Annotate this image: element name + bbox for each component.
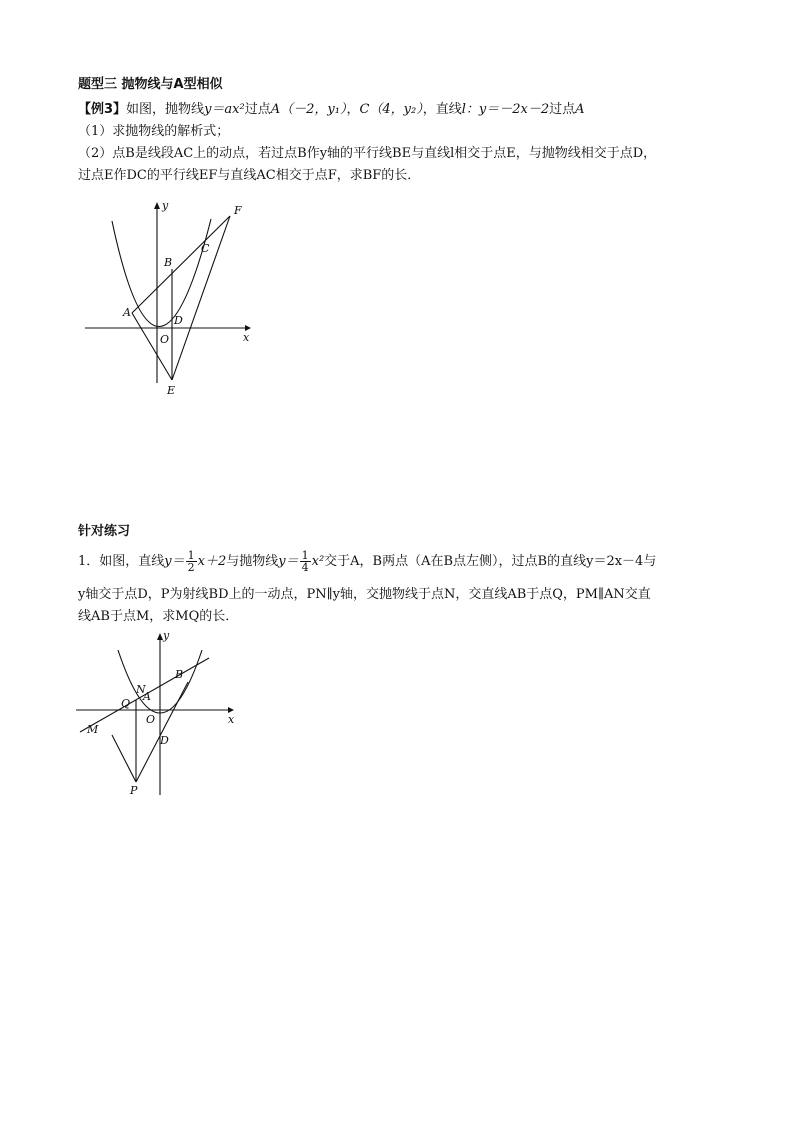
fig2-label-b: B bbox=[175, 668, 184, 681]
practice-q1-mid1: 与抛物线 bbox=[226, 554, 279, 569]
section-title bbox=[78, 76, 223, 94]
section-title-text: 题型三 抛物线与A型相似 bbox=[78, 77, 223, 92]
parabola-rhs: x² bbox=[311, 554, 325, 569]
practice-title bbox=[78, 523, 130, 541]
fig1-label-x: x bbox=[243, 331, 250, 344]
example-point-a: A bbox=[575, 102, 585, 117]
parabola-expression: y＝ax² bbox=[204, 102, 245, 117]
fig1-label-o: O bbox=[160, 333, 170, 346]
practice-q1-prefix: 1．如图，直线 bbox=[78, 554, 165, 569]
example-sep: ， bbox=[346, 102, 360, 117]
practice-q1-mid2: 交于A，B两点（A在B点左侧），过点B的直线y＝2x－4与 bbox=[324, 554, 657, 569]
example-figure bbox=[80, 195, 260, 405]
fig2-label-y: y bbox=[163, 629, 170, 642]
fig2-label-d: D bbox=[160, 734, 169, 747]
example-tag: 【例3】 bbox=[78, 102, 127, 117]
practice-q1-line2-text: y轴交于点D，P为射线BD上的一动点，PN∥y轴，交抛物线于点N，交直线AB于点Q，PM∥AN交直 bbox=[78, 587, 651, 602]
fig2-label-m: M bbox=[87, 723, 99, 736]
fraction-one-half-numerator: 1 bbox=[187, 549, 195, 562]
fraction-one-quarter-numerator: 1 bbox=[301, 549, 309, 562]
fig2-label-a: A bbox=[143, 690, 151, 703]
line-rhs: x＋2 bbox=[197, 554, 227, 569]
practice-question-1-line-1 bbox=[78, 550, 656, 574]
example-stem bbox=[78, 101, 585, 119]
fig1-label-b: B bbox=[164, 256, 173, 269]
fraction-one-half-denominator: 2 bbox=[187, 561, 195, 574]
example-question-2-line-2 bbox=[78, 167, 420, 185]
example-q2-line2-text: 过点E作DC的平行线EF与直线AC相交于点F，求BF的长． bbox=[78, 168, 421, 183]
example-q2-line1-text: （2）点B是线段AC上的动点，若过点B作y轴的平行线BE与直线l相交于点E，与抛物线相交于点D， bbox=[78, 146, 657, 161]
fig1-label-e: E bbox=[167, 384, 176, 397]
fraction-one-quarter-denominator: 4 bbox=[301, 561, 309, 574]
fig1-label-f: F bbox=[234, 204, 242, 217]
point-c-coord: C（4，y₂） bbox=[359, 102, 423, 117]
line-y-lhs: y＝ bbox=[164, 554, 185, 569]
point-a-coord: A（－2，y₁） bbox=[270, 102, 347, 117]
fraction-one-quarter bbox=[300, 550, 311, 573]
practice-question-1-line-2 bbox=[78, 586, 651, 604]
example-question-2-line-1 bbox=[78, 145, 656, 163]
example-stem-c: ，直线 bbox=[422, 102, 462, 117]
fig2-label-n: N bbox=[136, 683, 146, 696]
y-axis-arrow bbox=[154, 202, 160, 209]
practice-figure bbox=[72, 630, 252, 800]
fig2-label-o: O bbox=[146, 713, 156, 726]
line-l-expression: l：y＝－2x－2 bbox=[461, 102, 550, 117]
example-q1-text: （1）求抛物线的解析式； bbox=[78, 124, 230, 139]
fig1-label-y: y bbox=[162, 199, 169, 212]
example-stem-b: 过点 bbox=[244, 102, 271, 117]
fig1-label-a: A bbox=[123, 306, 131, 319]
fig2-label-x: x bbox=[228, 713, 235, 726]
example-stem-d: 过点 bbox=[549, 102, 576, 117]
fraction-one-half bbox=[186, 550, 197, 573]
line-ae bbox=[132, 313, 172, 380]
example-stem-a: 如图，抛物线 bbox=[126, 102, 205, 117]
fig1-label-c: C bbox=[201, 242, 210, 255]
line-pm bbox=[112, 735, 136, 782]
fig2-label-q: Q bbox=[121, 697, 131, 710]
parabola-y-lhs: y＝ bbox=[278, 554, 299, 569]
fig1-label-d: D bbox=[174, 314, 183, 327]
practice-title-text: 针对练习 bbox=[78, 524, 131, 539]
example-question-1 bbox=[78, 123, 229, 141]
line-ef bbox=[172, 216, 230, 380]
line-af bbox=[132, 216, 230, 313]
practice-question-1-line-3 bbox=[78, 608, 238, 626]
fig2-label-p: P bbox=[130, 784, 138, 797]
practice-q1-line3-text: 线AB于点M，求MQ的长． bbox=[78, 609, 239, 624]
